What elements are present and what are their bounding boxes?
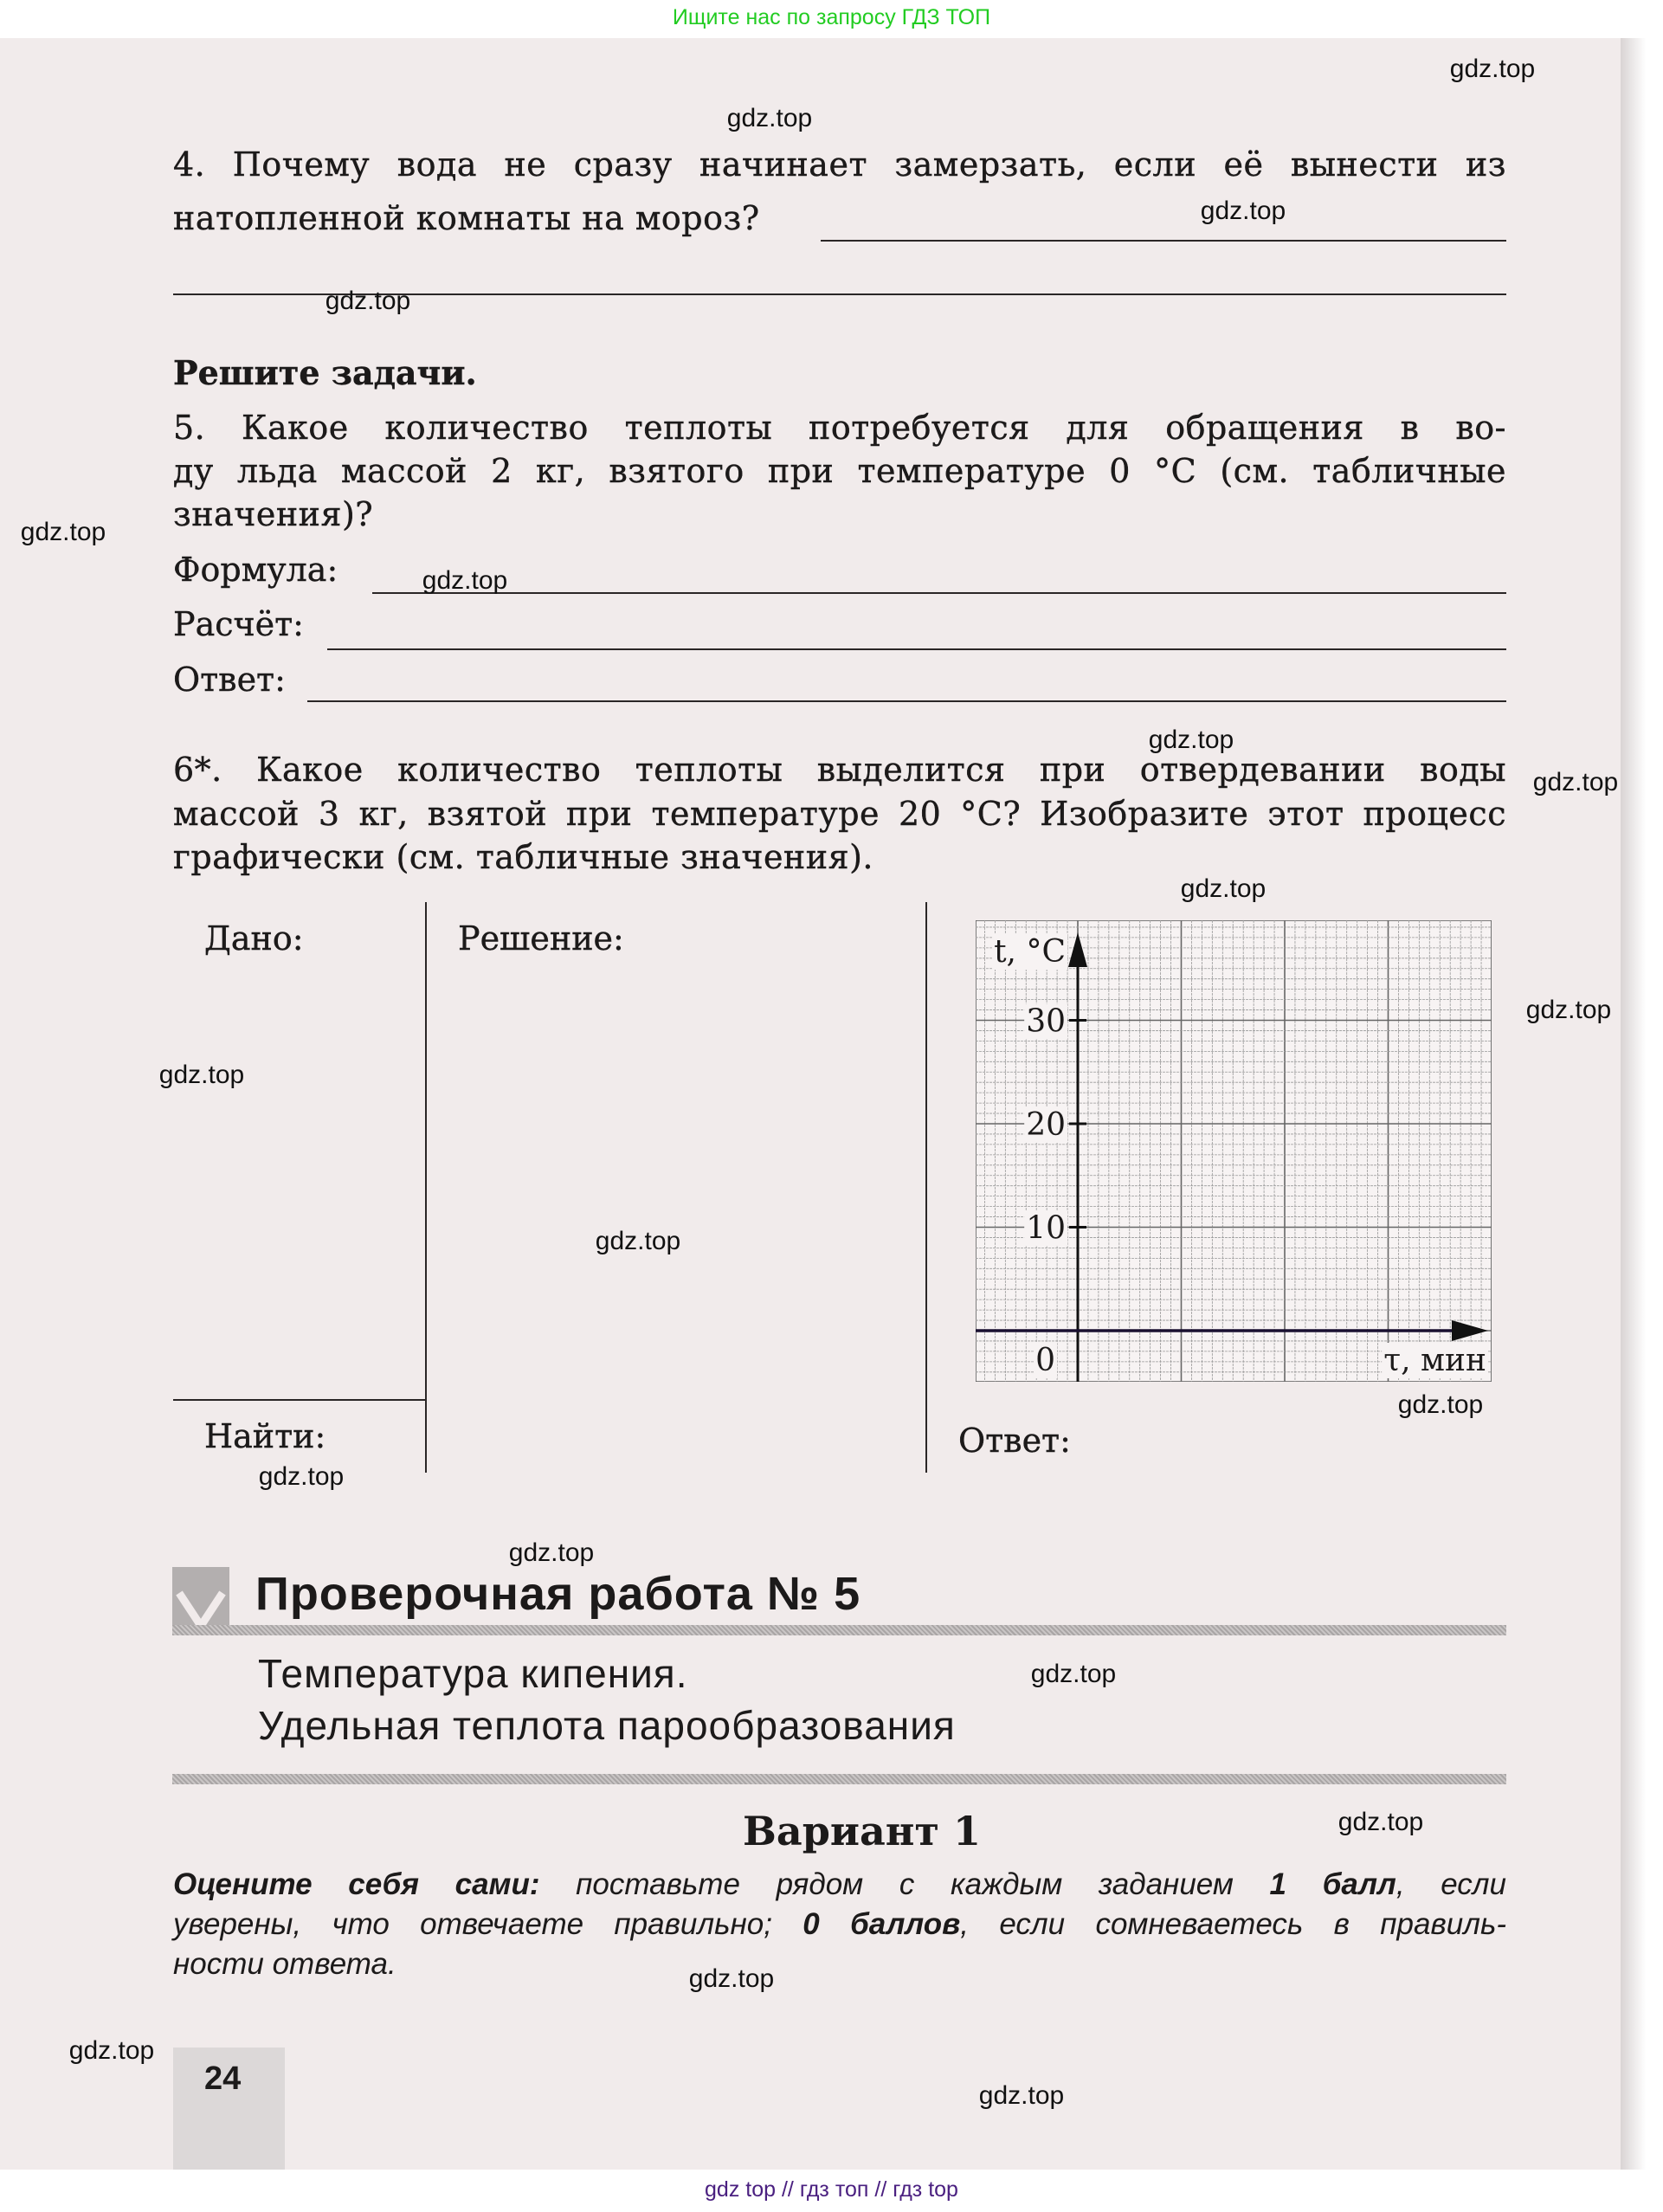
watermark: gdz.top <box>978 2081 1065 2110</box>
rate-text: поставьте рядом с каждым заданием <box>539 1867 1270 1901</box>
watermark: gdz.top <box>726 104 813 132</box>
section-title: Проверочная работа № 5 <box>255 1568 861 1620</box>
watermark: gdz.top <box>1180 874 1267 903</box>
formula-line[interactable] <box>372 592 1506 594</box>
answer-line[interactable] <box>307 700 1506 702</box>
graph-answer-label: Ответ: <box>958 1422 1071 1460</box>
q4-line-2: натопленной комнаты на мороз? <box>173 199 760 237</box>
rate-line-3: ности ответа. <box>173 1947 396 1981</box>
q5-line-2: ду льда массой 2 кг, взятого при температуре 0 °С (см. табличные <box>173 452 1506 490</box>
watermark: gdz.top <box>1397 1390 1484 1419</box>
rate-line-1 <box>173 1867 1506 1902</box>
rate-text: , если <box>1396 1867 1506 1901</box>
q5-line-1: 5. Какое количество теплоты потребуется для обращения в во- <box>173 409 1506 447</box>
watermark: gdz.top <box>325 287 411 315</box>
watermark: gdz.top <box>1148 726 1234 754</box>
watermark: gdz.top <box>1532 768 1619 796</box>
q5-line-3: значения)? <box>173 495 374 533</box>
calc-line[interactable] <box>327 648 1506 650</box>
page-number: 24 <box>204 2060 242 2097</box>
top-banner-text: Ищите нас по запросу ГДЗ ТОП <box>672 5 991 29</box>
watermark: gdz.top <box>20 518 106 546</box>
solution-label: Решение: <box>458 919 624 958</box>
rate-text: , если сомневаетесь в правиль- <box>960 1907 1506 1941</box>
rate-line-2 <box>173 1907 1506 1942</box>
watermark: gdz.top <box>1030 1660 1117 1688</box>
y-tick-label: 20 <box>1026 1107 1066 1143</box>
answer-label: Ответ: <box>173 661 286 699</box>
watermark: gdz.top <box>688 1964 775 1993</box>
watermark: gdz.top <box>1337 1808 1424 1836</box>
bottom-banner-text: gdz top // гдз топ // гдз top <box>705 2177 958 2202</box>
divider <box>925 902 927 1473</box>
header-bar <box>172 1625 1506 1635</box>
divider <box>425 902 427 1473</box>
watermark: gdz.top <box>1200 197 1286 225</box>
x-axis-label: τ, мин <box>1383 1343 1486 1378</box>
origin-label: 0 <box>1035 1343 1055 1378</box>
q6-line-1: 6*. Какое количество теплоты выделится при отвердевании воды <box>173 751 1506 789</box>
solve-heading: Решите задачи. <box>173 353 477 392</box>
rate-bold: 1 балл <box>1269 1867 1396 1901</box>
watermark: gdz.top <box>595 1227 681 1255</box>
answer-line[interactable] <box>821 240 1506 242</box>
section-subtitle-2: Удельная теплота парообразования <box>258 1703 956 1748</box>
variant-heading: Вариант 1 <box>743 1808 981 1854</box>
header-bar <box>172 1774 1506 1784</box>
y-axis-label: t, °C <box>994 934 1066 970</box>
top-banner <box>0 0 1663 38</box>
q6-line-2: массой 3 кг, взятой при температуре 20 °С? Изобразите этот процесс <box>173 795 1506 833</box>
section-subtitle-1: Температура кипения. <box>258 1651 688 1696</box>
rate-text: уверены, что отвечаете правильно; <box>173 1907 803 1941</box>
formula-label: Формула: <box>173 551 338 589</box>
watermark: gdz.top <box>158 1061 245 1089</box>
q6-line-3: графически (см. табличные значения). <box>173 838 873 876</box>
watermark: gdz.top <box>1449 55 1536 83</box>
bottom-banner <box>0 2170 1663 2212</box>
y-tick-label: 10 <box>1026 1210 1066 1247</box>
watermark: gdz.top <box>68 2036 155 2065</box>
rate-bold: 0 баллов <box>802 1907 961 1941</box>
y-tick-label: 30 <box>1026 1003 1066 1040</box>
watermark: gdz.top <box>422 566 508 595</box>
q4-line-1: 4. Почему вода не сразу начинает замерзать, если её вынести из <box>173 145 1506 184</box>
given-label: Дано: <box>204 919 304 958</box>
watermark: gdz.top <box>508 1538 595 1567</box>
find-label: Найти: <box>204 1417 326 1455</box>
temperature-graph[interactable] <box>976 920 1492 1382</box>
watermark: gdz.top <box>258 1462 345 1491</box>
watermark: gdz.top <box>1525 996 1612 1024</box>
given-find-divider <box>173 1399 426 1401</box>
calc-label: Расчёт: <box>173 605 304 643</box>
rate-bold: Оцените себя сами: <box>173 1867 540 1901</box>
